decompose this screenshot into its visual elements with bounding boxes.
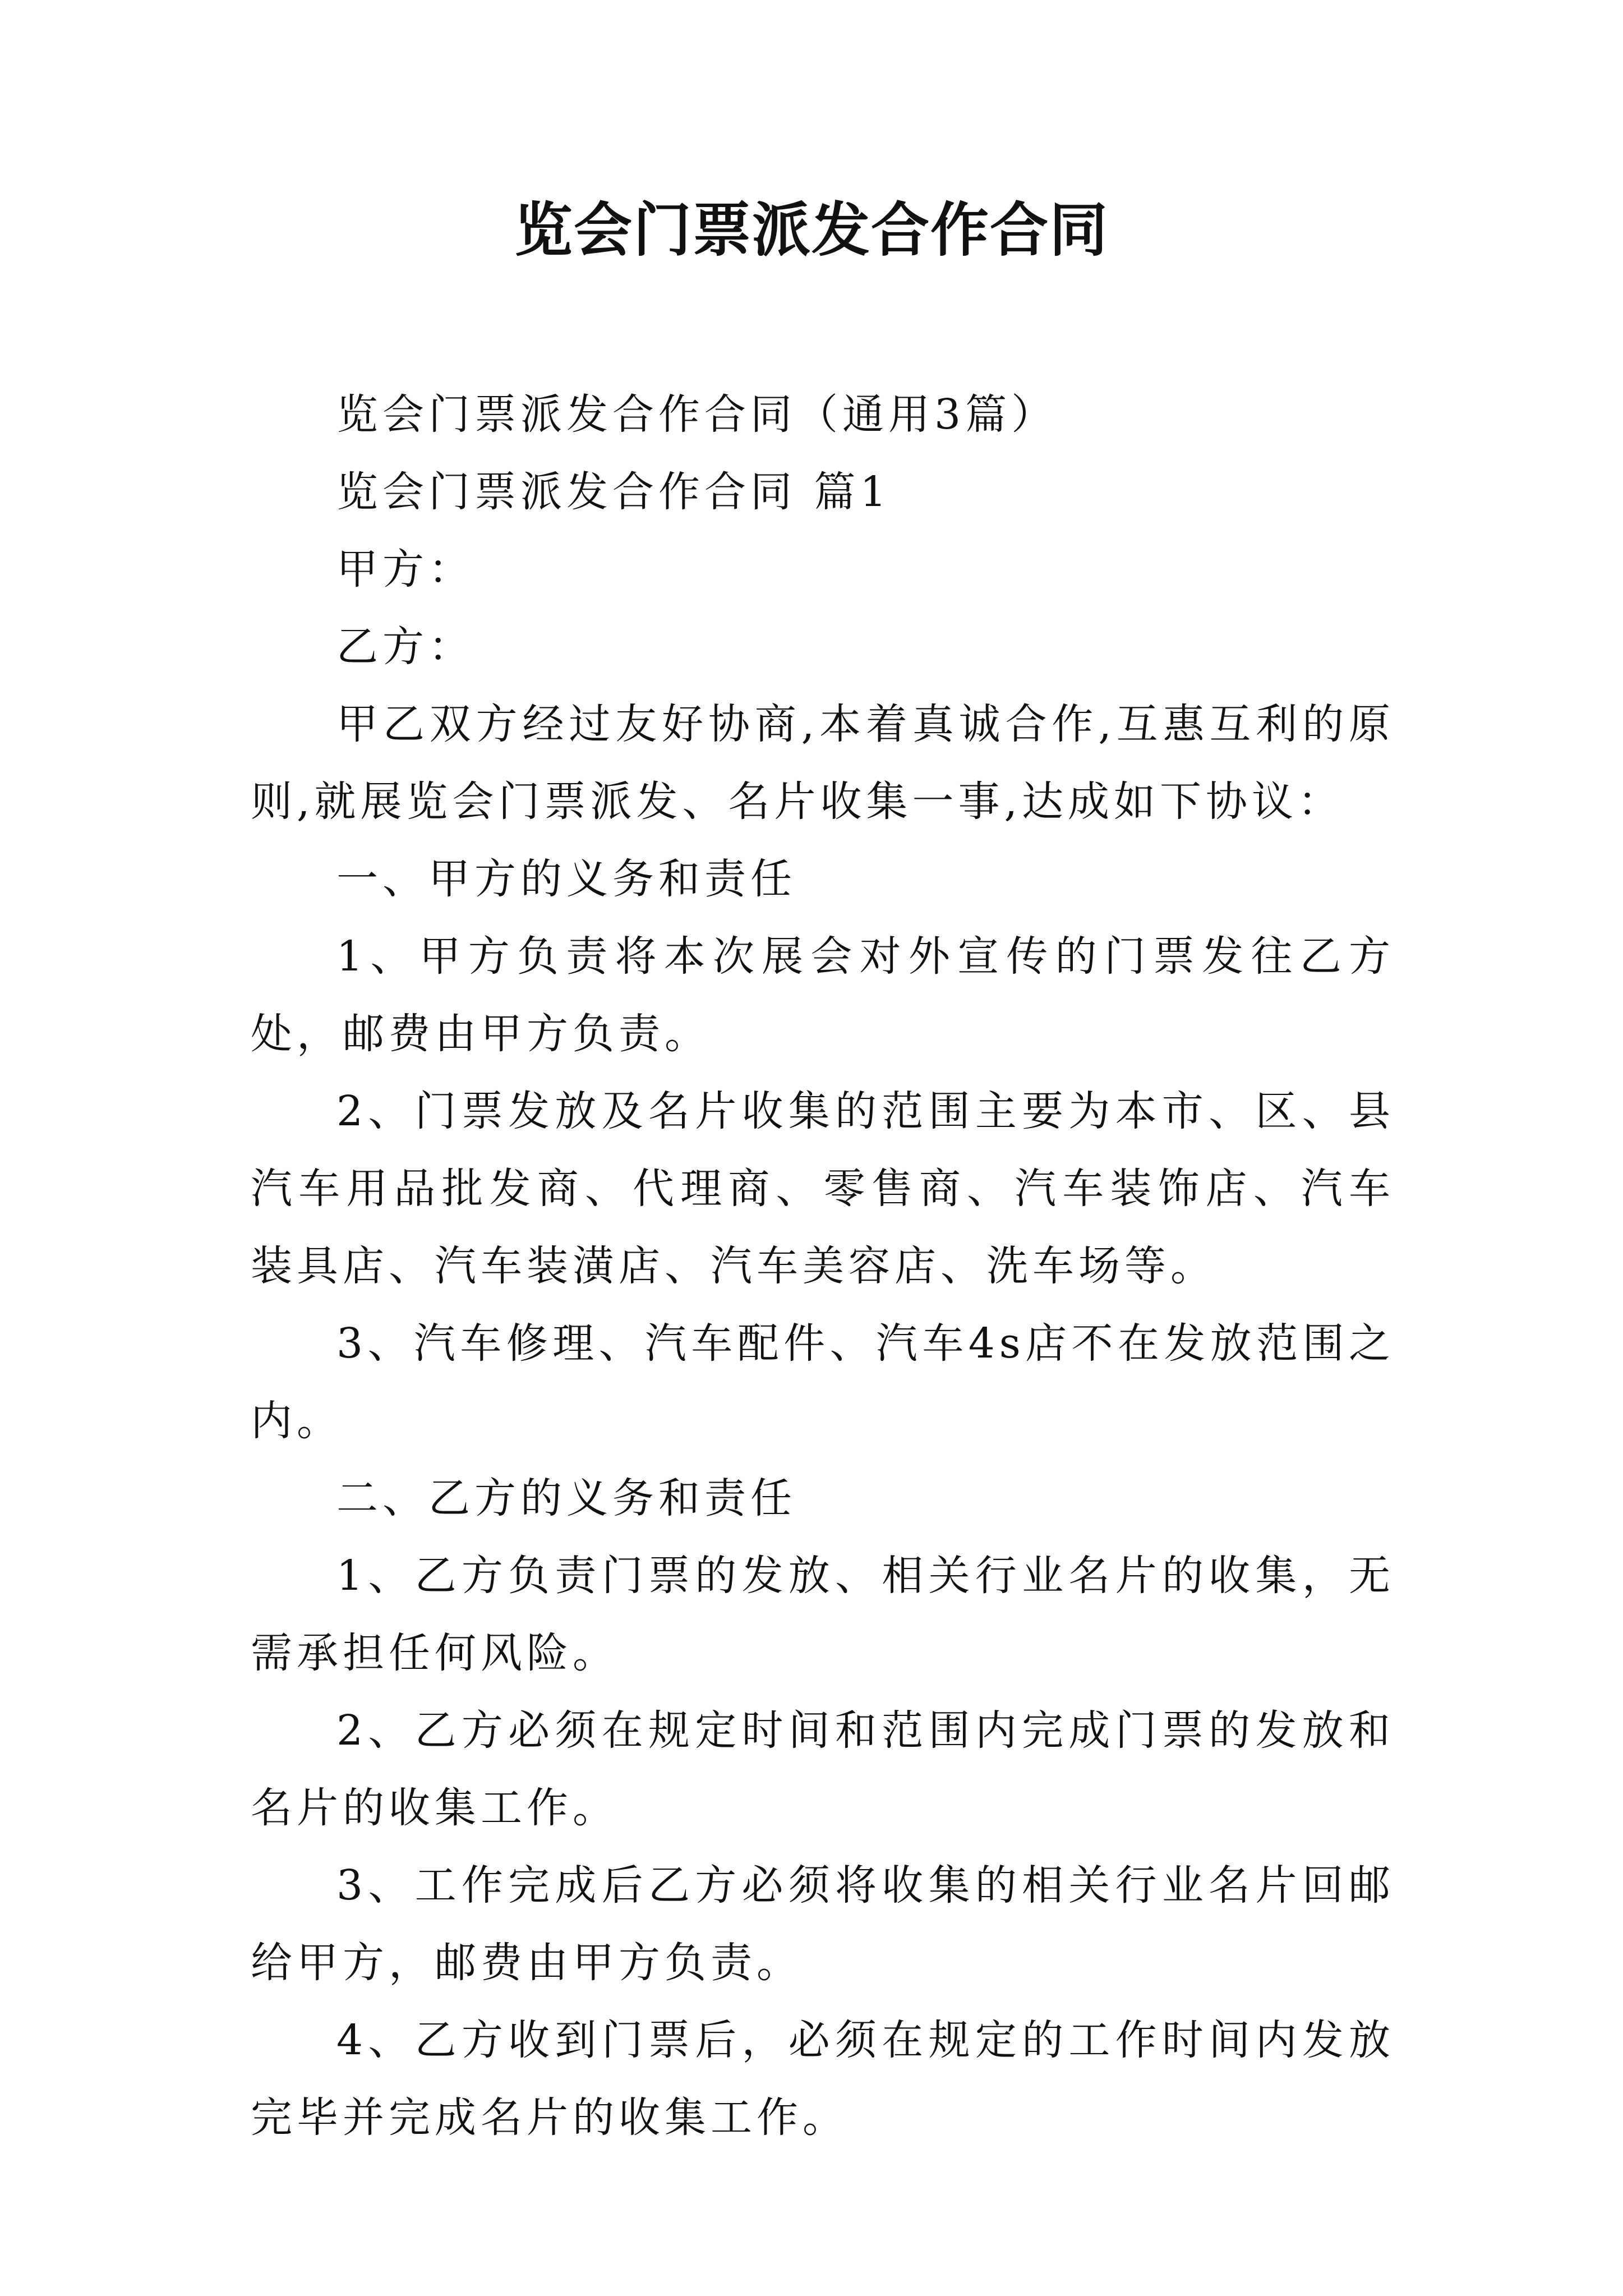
document-title: 览会门票派发合作合同 bbox=[514, 195, 1109, 264]
document-body bbox=[251, 376, 1395, 2156]
party-a-clause-1: 1、甲方负责将本次展会对外宣传的门票发往乙方处，邮费由甲方负责。 bbox=[251, 932, 1395, 1058]
party-a-clause-2: 2、门票发放及名片收集的范围主要为本市、区、县汽车用品批发商、代理商、零售商、汽车装饰店、汽车装具店、汽车装潢店、汽车美容店、洗车场等。 bbox=[251, 1087, 1395, 1290]
paragraph-subtitle: 览会门票派发合作合同（通用3篇） bbox=[336, 390, 1058, 439]
party-a-label: 甲方： bbox=[336, 545, 474, 593]
paragraph-section-heading: 览会门票派发合作合同 篇1 bbox=[336, 468, 891, 516]
party-b-clause-3: 3、工作完成后乙方必须将收集的相关行业名片回邮给甲方，邮费由甲方负责。 bbox=[251, 1861, 1395, 1987]
party-a-clause-3: 3、汽车修理、汽车配件、汽车4s店不在发放范围之内。 bbox=[251, 1319, 1395, 1445]
party-b-clause-1: 1、乙方负责门票的发放、相关行业名片的收集，无需承担任何风险。 bbox=[251, 1552, 1395, 1677]
party-b-clause-4: 4、乙方收到门票后，必须在规定的工作时间内发放完毕并完成名片的收集工作。 bbox=[251, 2016, 1395, 2142]
paragraph-preamble: 甲乙双方经过友好协商,本着真诚合作,互惠互利的原则,就展览会门票派发、名片收集一事,达成如下协议： bbox=[251, 700, 1395, 826]
party-b-clause-2: 2、乙方必须在规定时间和范围内完成门票的发放和名片的收集工作。 bbox=[251, 1706, 1395, 1832]
party-b-label: 乙方： bbox=[336, 623, 474, 671]
heading-party-a-duties: 一、甲方的义务和责任 bbox=[336, 855, 796, 903]
heading-party-b-duties: 二、乙方的义务和责任 bbox=[336, 1474, 796, 1522]
